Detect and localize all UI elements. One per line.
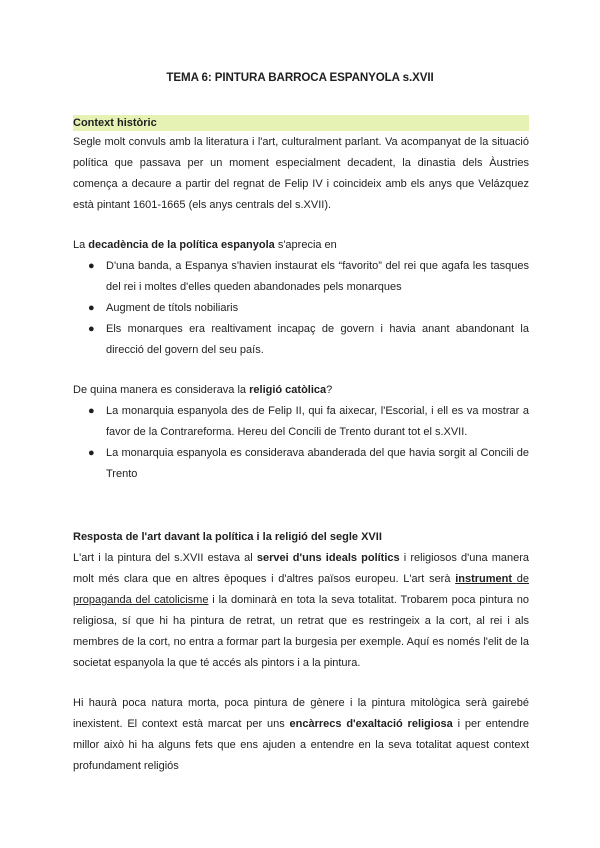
list-item-text: Els monarques era realtivament incapaç de govern i havia anant abandonant la direcció del govern del seu país. [106,323,529,356]
text-run: Hi haurà poca natura morta, poca pintura de gènere i la pintura mitològica serà gairebé inexistent. El context està marcat per uns [73,697,529,730]
list-item [73,256,529,298]
bullet-icon: ● [88,260,95,272]
decadence-intro [73,235,529,256]
religion-list [73,401,529,485]
list-item-text: La monarquia espanyola des de Felip II, qui fa aixecar, l'Escorial, i ell es va mostrar a favor de la Contrareforma. Hereu del Concili de Trento durant tot el s.XVII. [106,405,529,438]
intro-text-end: s'aprecia en [274,239,337,251]
response-paragraph-2 [73,693,529,777]
decadence-list [73,256,529,361]
section-heading-context [73,113,529,134]
text-run: L'art i la pintura del s.XVII estava al [73,552,257,564]
bullet-icon: ● [88,405,95,417]
list-item [73,298,529,319]
list-item-text: Augment de títols nobiliaris [106,302,239,314]
document-title: TEMA 6: PINTURA BARROCA ESPANYOLA s.XVII [166,71,434,84]
intro-text: De quina manera es considerava la [73,384,250,396]
bullet-icon: ● [88,302,95,314]
bold-run: encàrrecs d'exaltació religiosa [289,718,453,730]
context-paragraph: Segle molt convuls amb la literatura i l'art, culturalment parlant. Va acompanyat de la situació política que passava per un moment especialment decadent, la dinastia dels Àustries comença a decaure a partir del regnat de Felip IV i coincideix amb els anys que Velázquez està pintant 1601-1665 (els anys centrals del s.XVII). [73,136,529,211]
bold-run: servei d'uns ideals polítics [256,552,400,564]
religion-intro [73,380,529,401]
list-item [73,401,529,443]
underlined-run: de propaganda del catolicisme [73,573,529,606]
list-item-text: D'una banda, a Espanya s'havien instaurat els “favorito” del rei que agafa les tasques del rei i moltes d'elles queden abandonades pels monarques [106,260,529,293]
response-paragraph-1 [73,548,529,674]
list-item [73,319,529,361]
intro-text: La [73,239,89,251]
text-run: i religiosos d'una manera molt més clara que en altres èpoques i d'altres països europeu. L'art serà [73,552,529,585]
bold-underlined-run: instrument [455,573,513,585]
highlighted-heading: Context històric [73,115,529,131]
intro-text-end: ? [326,384,333,396]
list-item-text: La monarquia espanyola es considerava abanderada del que havia sorgit al Concili de Trento [106,447,529,480]
bullet-icon: ● [88,447,95,459]
text-run: i per entendre millor això hi ha alguns fets que ens ajuden a entendre en la seva totalitat aquest context profundament religiós [73,718,530,772]
list-item [73,443,529,485]
intro-bold: religió catòlica [249,384,327,396]
intro-bold: decadència de la política espanyola [88,239,275,251]
text-run: i la dominarà en tota la seva totalitat. Trobarem poca pintura no religiosa, sí que hi ha pintura de retrat, un retrat que es restringeix a la cort, al rei i als membres de la cort, no entra a formar part la burgesia per exemple. Aquí es només l'elit de la societat espanyola la que té accés als pintors i a la pintura. [73,594,529,669]
response-heading: Resposta de l'art davant la política i la religió del segle XVII [73,531,382,543]
bullet-icon: ● [88,323,95,335]
